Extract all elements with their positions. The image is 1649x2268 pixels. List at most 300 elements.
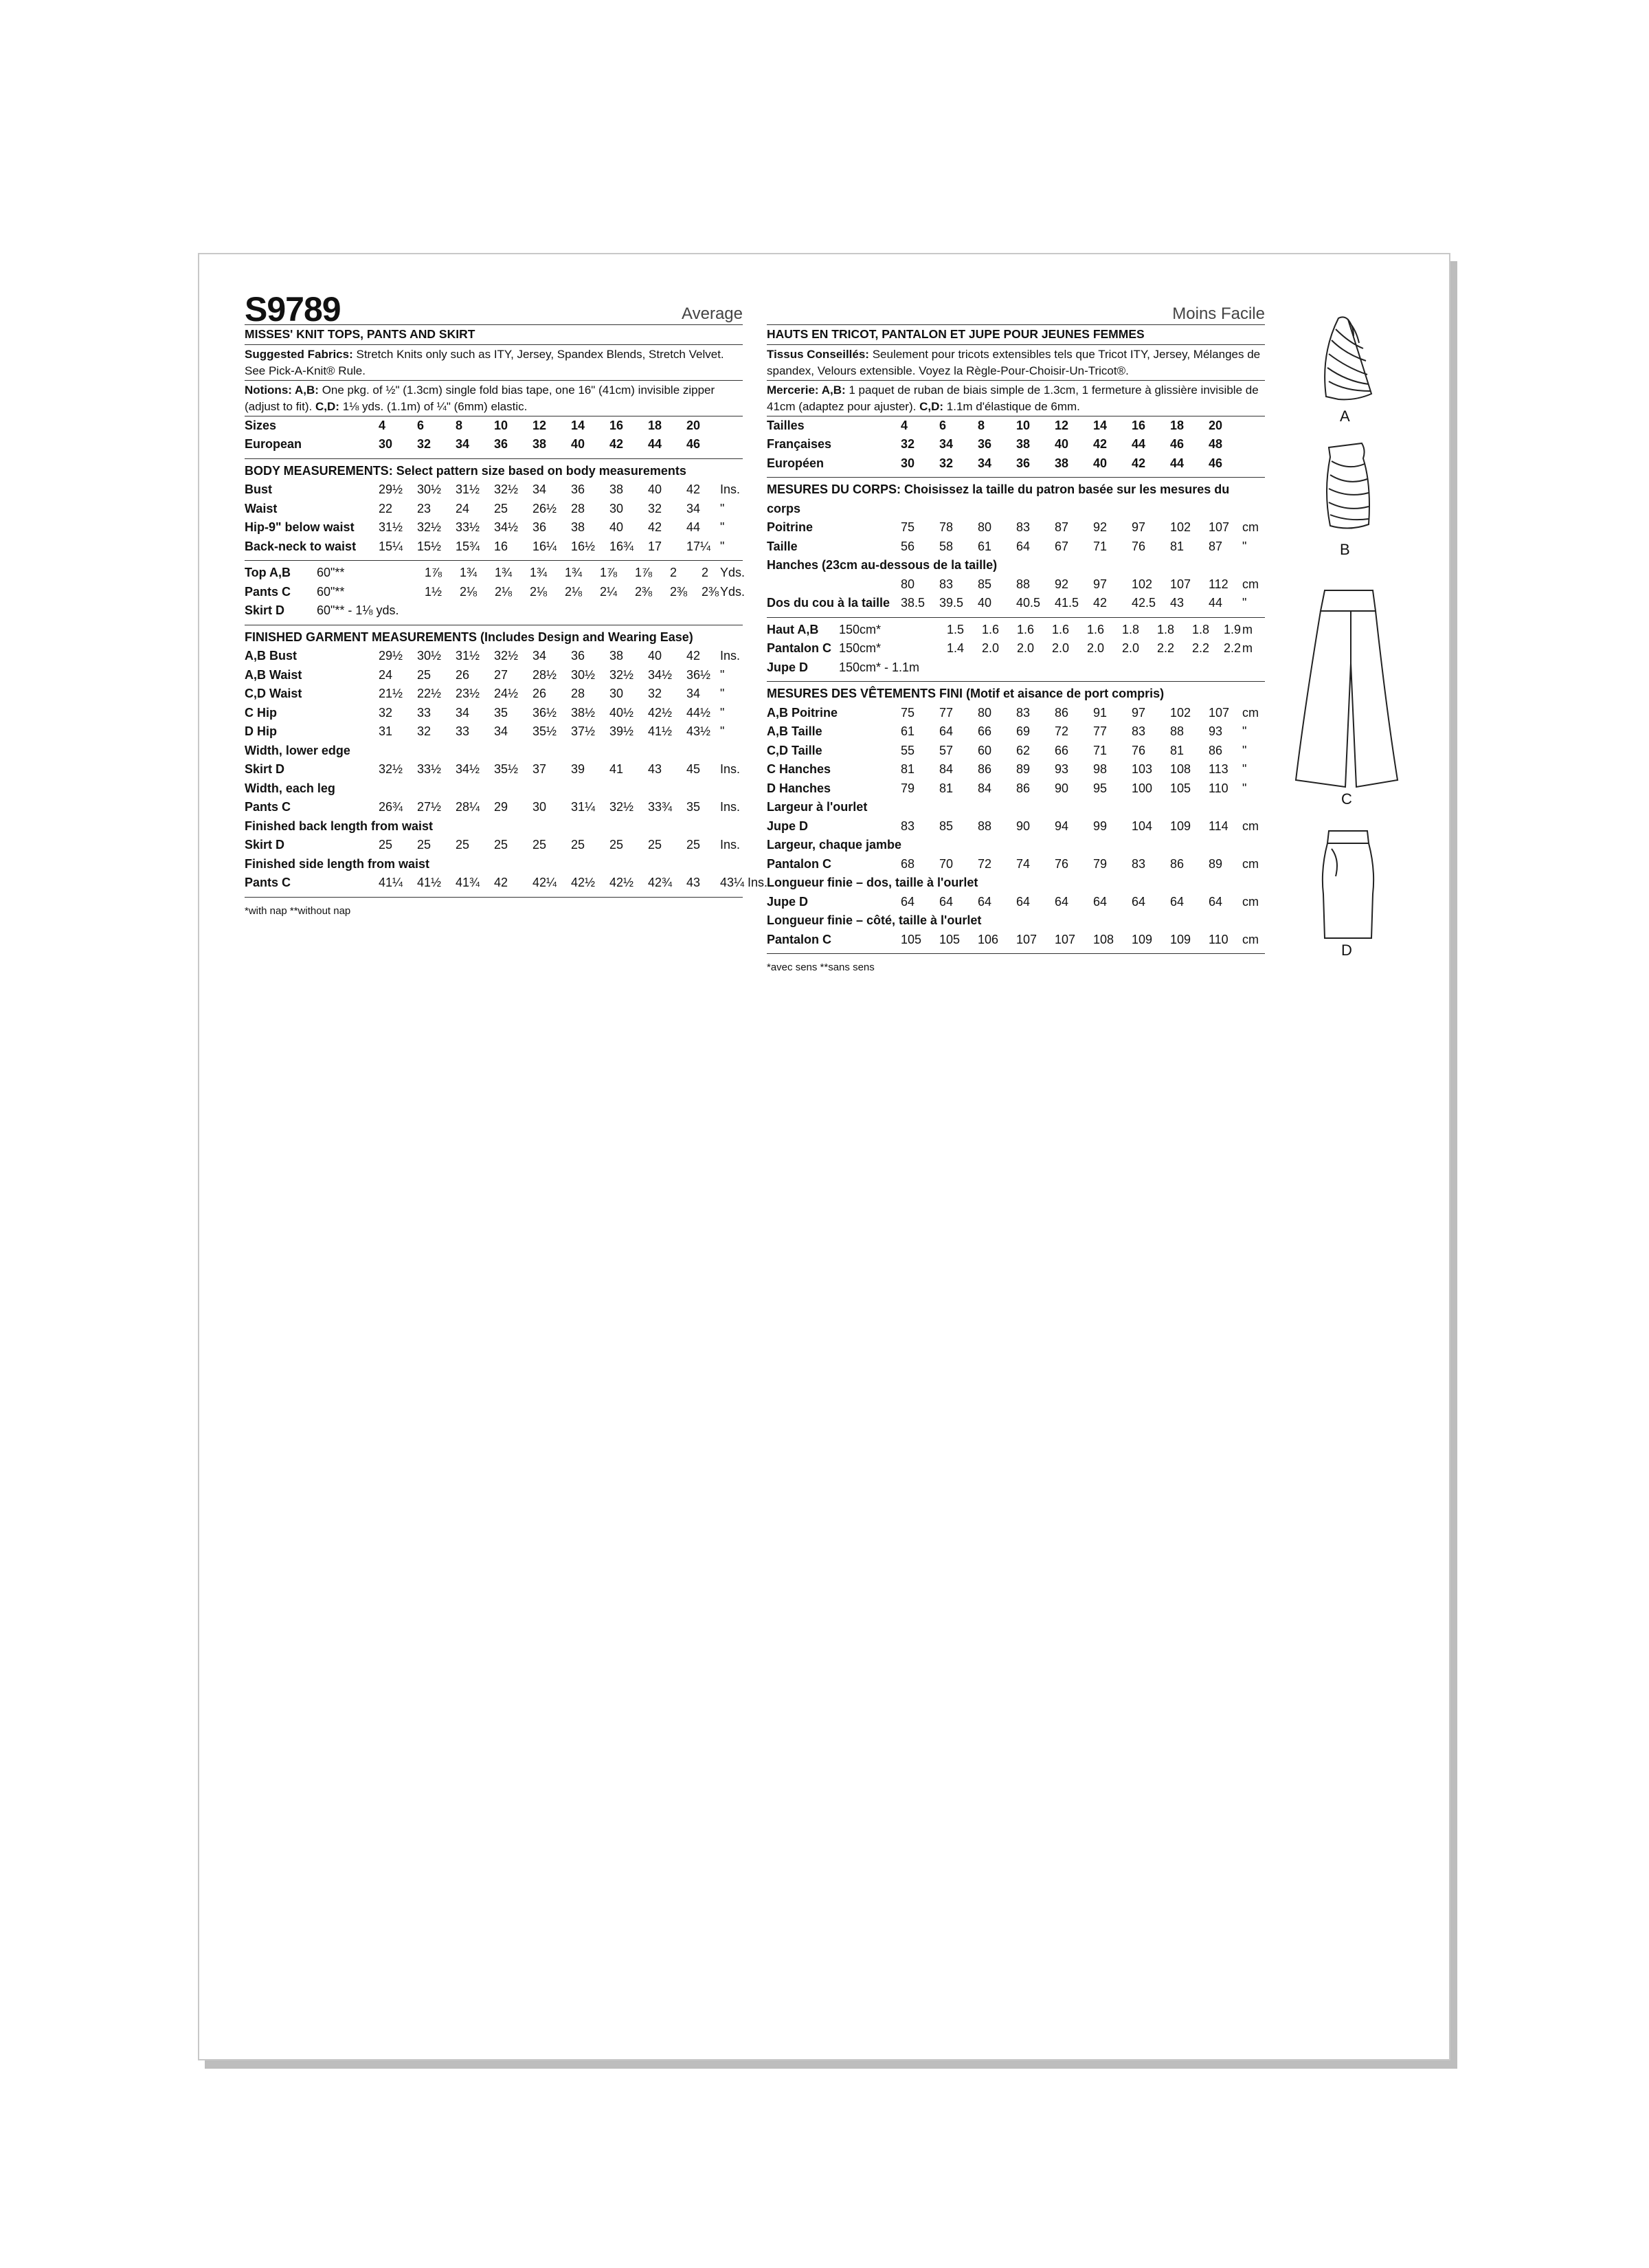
table-cell: 2⅛ bbox=[495, 584, 513, 599]
table-cell: 64 bbox=[939, 724, 954, 738]
table-cell: 39½ bbox=[609, 724, 634, 738]
table-cell: 2.0 bbox=[1122, 641, 1140, 655]
table-row bbox=[245, 855, 743, 874]
table-row bbox=[767, 798, 1265, 817]
table-cell: 2 bbox=[670, 566, 677, 579]
table-cell: 41¾ bbox=[456, 876, 480, 889]
table-cell: 38½ bbox=[571, 705, 596, 720]
table-cell: 32 bbox=[417, 724, 431, 738]
fabrics-label-fr: Tissus Conseillés: bbox=[767, 347, 869, 361]
row-label: Hip-9" below waist bbox=[245, 520, 355, 534]
table-cell: 34½ bbox=[494, 520, 519, 534]
table-cell: 78 bbox=[939, 520, 954, 534]
table-row bbox=[245, 742, 743, 761]
table-row bbox=[767, 836, 1265, 855]
fabric-width: 150cm* bbox=[839, 622, 882, 636]
table-cell: 25 bbox=[571, 838, 585, 852]
table-cell: 34½ bbox=[648, 667, 673, 682]
table-cell: 107 bbox=[1016, 932, 1037, 946]
footnote-fr: *avec sens **sans sens bbox=[767, 961, 875, 973]
table-cell: 34 bbox=[532, 649, 547, 663]
table-cell: 81 bbox=[1170, 743, 1185, 757]
table-row bbox=[767, 416, 1265, 436]
table-cell: 92 bbox=[1093, 520, 1108, 534]
table-cell: 43 bbox=[686, 876, 701, 889]
table-cell: 1¾ bbox=[565, 566, 583, 579]
table-cell: 41 bbox=[609, 762, 624, 776]
table-cell: 105 bbox=[901, 932, 922, 946]
table-cell: 25 bbox=[417, 667, 431, 682]
divider bbox=[767, 473, 1265, 478]
table-row bbox=[245, 518, 743, 537]
table-cell: 41¼ bbox=[379, 876, 403, 889]
table-cell: 40 bbox=[648, 482, 662, 496]
table-cell: 16¼ bbox=[532, 539, 557, 553]
table-cell: 32 bbox=[417, 437, 431, 451]
table-cell: 2⅛ bbox=[460, 584, 478, 599]
table-cell: 86 bbox=[1170, 856, 1185, 871]
table-cell: 80 bbox=[978, 705, 992, 720]
table-row bbox=[245, 583, 743, 602]
table-cell: 76 bbox=[1132, 743, 1146, 757]
table-cell: 114 bbox=[1209, 819, 1229, 833]
table-row bbox=[245, 601, 743, 621]
table-cell: 38 bbox=[609, 482, 624, 496]
difficulty-level: Average bbox=[682, 304, 743, 323]
table-cell: 81 bbox=[1170, 539, 1185, 553]
table-cell: 30½ bbox=[417, 482, 442, 496]
yardage-table-fr bbox=[767, 621, 1265, 678]
table-cell: 89 bbox=[1209, 856, 1223, 871]
french-column bbox=[767, 294, 1265, 977]
table-cell: 62 bbox=[1016, 743, 1031, 757]
table-cell: 2.2 bbox=[1224, 641, 1242, 655]
table-cell: 42¼ bbox=[532, 876, 557, 889]
table-row bbox=[245, 537, 743, 557]
table-cell: 46 bbox=[686, 437, 701, 451]
table-cell: 42.5 bbox=[1132, 596, 1156, 610]
table-cell: 35½ bbox=[532, 724, 557, 738]
table-cell: 75 bbox=[901, 520, 915, 534]
table-cell: 36 bbox=[494, 437, 508, 451]
table-cell: 109 bbox=[1170, 932, 1191, 946]
row-label: C,D Waist bbox=[245, 687, 302, 700]
table-cell: 6 bbox=[939, 418, 947, 432]
table-cell: 16½ bbox=[571, 539, 596, 553]
table-cell: 38 bbox=[1055, 456, 1069, 470]
row-label: Pants C bbox=[245, 800, 291, 814]
table-cell: 84 bbox=[939, 762, 954, 776]
unit-label: " bbox=[1242, 596, 1247, 610]
row-label: Pants C bbox=[245, 584, 291, 599]
table-cell: 83 bbox=[939, 577, 954, 591]
notions-label-cd: C,D: bbox=[315, 399, 339, 413]
table-cell: 30 bbox=[532, 800, 547, 814]
divider bbox=[245, 621, 743, 625]
row-label: Jupe D bbox=[767, 894, 809, 909]
table-row bbox=[767, 722, 1265, 742]
table-cell: 105 bbox=[1170, 781, 1191, 795]
row-label: Tailles bbox=[767, 418, 805, 432]
row-label: Bust bbox=[245, 482, 272, 496]
table-cell: 28 bbox=[571, 687, 585, 700]
table-cell: 42 bbox=[1093, 437, 1108, 451]
table-cell: 12 bbox=[532, 418, 547, 432]
body-title: BODY MEASUREMENTS: bbox=[245, 463, 393, 478]
row-label: Finished back length from waist bbox=[245, 819, 434, 833]
table-cell: 87 bbox=[1055, 520, 1069, 534]
table-cell: 30½ bbox=[571, 667, 596, 682]
english-header bbox=[245, 290, 743, 329]
table-cell: 34 bbox=[686, 687, 701, 700]
table-cell: 38 bbox=[532, 437, 547, 451]
row-label: Largeur, chaque jambe bbox=[767, 838, 902, 852]
table-cell: 90 bbox=[1016, 819, 1031, 833]
figure-letter-b: B bbox=[1340, 541, 1350, 558]
table-cell: 76 bbox=[1132, 539, 1146, 553]
table-cell: 97 bbox=[1093, 577, 1108, 591]
table-cell: 64 bbox=[1055, 894, 1069, 909]
unit-label: Yds. bbox=[720, 584, 745, 599]
unit-label: " bbox=[720, 687, 725, 700]
sizes-table bbox=[245, 416, 743, 454]
row-label: Taille bbox=[767, 539, 798, 553]
row-label: Width, each leg bbox=[245, 781, 335, 795]
divider bbox=[245, 893, 743, 898]
row-label: C Hanches bbox=[767, 762, 831, 776]
table-cell: 83 bbox=[901, 819, 915, 833]
table-cell: 2⅜ bbox=[670, 584, 688, 599]
table-cell: 103 bbox=[1132, 762, 1153, 776]
table-cell: 2.2 bbox=[1192, 641, 1210, 655]
table-cell: 75 bbox=[901, 705, 915, 720]
notions-fr bbox=[767, 381, 1265, 416]
table-cell: 24 bbox=[379, 667, 393, 682]
table-cell: 79 bbox=[901, 781, 915, 795]
table-row bbox=[245, 874, 768, 893]
table-row bbox=[245, 564, 743, 583]
table-cell: 1.4 bbox=[947, 641, 965, 655]
table-cell: 71 bbox=[1093, 743, 1108, 757]
sizes-table-fr bbox=[767, 416, 1265, 474]
table-cell: 88 bbox=[978, 819, 992, 833]
row-label: Pantalon C bbox=[767, 856, 832, 871]
row-label: Waist bbox=[245, 501, 278, 515]
table-cell: 30 bbox=[901, 456, 915, 470]
fabric-width: 60"** bbox=[317, 566, 345, 579]
row-label: Top A,B bbox=[245, 566, 291, 579]
table-cell: 45 bbox=[686, 762, 701, 776]
table-cell: 113 bbox=[1209, 762, 1229, 776]
table-cell: 25 bbox=[532, 838, 547, 852]
table-cell: 25 bbox=[686, 838, 701, 852]
table-row bbox=[767, 575, 1265, 594]
row-label: Back-neck to waist bbox=[245, 539, 357, 553]
table-cell: 39.5 bbox=[939, 596, 964, 610]
table-cell: 1¾ bbox=[460, 566, 478, 579]
table-cell: 28¼ bbox=[456, 800, 480, 814]
finished-measurements-table bbox=[245, 647, 768, 893]
finished-measurements-table-fr bbox=[767, 704, 1265, 950]
table-cell: 108 bbox=[1170, 762, 1191, 776]
table-cell: 37 bbox=[532, 762, 547, 776]
table-cell: 64 bbox=[1132, 894, 1146, 909]
table-row bbox=[767, 454, 1265, 474]
finished-measurements-title: FINISHED GARMENT MEASUREMENTS (Includes Design and Wearing Ease) bbox=[245, 630, 693, 644]
table-cell: 107 bbox=[1209, 705, 1230, 720]
divider bbox=[767, 949, 1265, 954]
table-cell: 88 bbox=[1170, 724, 1185, 738]
unit-label: 43¼ Ins. bbox=[720, 876, 768, 889]
unit-label: " bbox=[720, 705, 725, 720]
table-cell: 30 bbox=[609, 501, 624, 515]
table-cell: 64 bbox=[939, 894, 954, 909]
table-cell: 32 bbox=[379, 705, 393, 720]
table-cell: 1⅞ bbox=[425, 566, 442, 579]
table-row bbox=[245, 722, 743, 742]
table-cell: 42 bbox=[686, 482, 701, 496]
table-row bbox=[767, 817, 1265, 836]
table-cell: 25 bbox=[417, 838, 431, 852]
table-cell: 10 bbox=[494, 418, 508, 432]
table-cell: 32½ bbox=[494, 482, 519, 496]
table-cell: 83 bbox=[1016, 705, 1031, 720]
fabrics-text: Stretch Knits only such as ITY, Jersey, Spandex Blends, Stretch Velvet. See Pick-A-Knit® Rule. bbox=[245, 347, 724, 377]
footnote: *with nap **without nap bbox=[245, 904, 351, 917]
unit-label: Ins. bbox=[720, 482, 741, 496]
pattern-envelope-back bbox=[198, 253, 1450, 2060]
figure-letter-a: A bbox=[1340, 408, 1350, 425]
table-cell: 27½ bbox=[417, 800, 442, 814]
row-label: Dos du cou à la taille bbox=[767, 596, 890, 610]
table-cell: 1.9 bbox=[1224, 622, 1242, 636]
table-cell: 21½ bbox=[379, 687, 403, 700]
row-label: A,B Bust bbox=[245, 649, 297, 663]
table-cell: 102 bbox=[1170, 520, 1191, 534]
table-cell: 41.5 bbox=[1055, 596, 1079, 610]
row-label: A,B Waist bbox=[245, 667, 302, 682]
table-cell: 64 bbox=[1170, 894, 1185, 909]
row-label: Skirt D bbox=[245, 762, 285, 776]
table-cell: 41½ bbox=[417, 876, 442, 889]
table-cell: 66 bbox=[1055, 743, 1069, 757]
table-cell: 33 bbox=[456, 724, 470, 738]
table-cell: 87 bbox=[1209, 539, 1223, 553]
table-cell: 32½ bbox=[609, 800, 634, 814]
table-cell: 107 bbox=[1170, 577, 1191, 591]
table-cell: 6 bbox=[417, 418, 425, 432]
table-cell: 29½ bbox=[379, 482, 403, 496]
table-cell: 29 bbox=[494, 800, 508, 814]
notions-label-fr: Mercerie: A,B: bbox=[767, 383, 846, 397]
row-label: Longueur finie – côté, taille à l'ourlet bbox=[767, 913, 982, 927]
table-cell: 83 bbox=[1132, 724, 1146, 738]
row-label: C,D Taille bbox=[767, 743, 822, 757]
table-cell: 64 bbox=[1209, 894, 1223, 909]
table-cell: 16 bbox=[609, 418, 624, 432]
table-cell: 27 bbox=[494, 667, 508, 682]
table-cell: 33 bbox=[417, 705, 431, 720]
table-cell: 2.0 bbox=[982, 641, 1000, 655]
table-cell: 90 bbox=[1055, 781, 1069, 795]
table-cell: 85 bbox=[978, 577, 992, 591]
unit-label: cm bbox=[1242, 932, 1259, 946]
table-cell: 42½ bbox=[571, 876, 596, 889]
unit-label: " bbox=[720, 520, 725, 534]
table-row bbox=[245, 647, 743, 666]
table-cell: 32 bbox=[648, 687, 662, 700]
table-cell: 42¾ bbox=[648, 876, 673, 889]
table-row bbox=[245, 416, 743, 436]
notions-text-cd-fr: 1.1m d'élastique de 6mm. bbox=[946, 399, 1080, 413]
pattern-title-fr: HAUTS EN TRICOT, PANTALON ET JUPE POUR JEUNES FEMMES bbox=[767, 325, 1265, 345]
divider bbox=[767, 677, 1265, 682]
table-row bbox=[245, 817, 743, 836]
table-cell: 43½ bbox=[686, 724, 711, 738]
table-cell: 36 bbox=[532, 520, 547, 534]
one-shoulder-top-icon bbox=[1325, 317, 1371, 399]
unit-label: cm bbox=[1242, 705, 1259, 720]
table-cell: 26 bbox=[532, 687, 547, 700]
table-cell: 2.2 bbox=[1157, 641, 1175, 655]
table-cell: 17¼ bbox=[686, 539, 711, 553]
table-cell: 44 bbox=[686, 520, 701, 534]
table-cell: 1.5 bbox=[947, 622, 965, 636]
table-cell: 40 bbox=[648, 649, 662, 663]
table-cell: 94 bbox=[1055, 819, 1069, 833]
notions-text: One pkg. of ½" (1.3cm) single fold bias tape, one 16" (41cm) invisible zipper (adjust to fit). bbox=[245, 383, 715, 413]
table-cell: 64 bbox=[901, 894, 915, 909]
table-cell: 42½ bbox=[648, 705, 673, 720]
table-cell: 88 bbox=[1016, 577, 1031, 591]
table-cell: 86 bbox=[1055, 705, 1069, 720]
finished-measurements-title-fr: MESURES DES VÊTEMENTS FINI (Motif et aisance de port compris) bbox=[767, 687, 1165, 700]
unit-label: " bbox=[1242, 762, 1247, 776]
notions-text-cd: 1⅛ yds. (1.1m) of ¼" (6mm) elastic. bbox=[342, 399, 528, 413]
table-cell: 1.6 bbox=[1017, 622, 1035, 636]
table-row bbox=[767, 893, 1265, 912]
table-cell: 42 bbox=[609, 437, 624, 451]
table-row bbox=[245, 779, 743, 799]
notions bbox=[245, 381, 743, 416]
table-row bbox=[245, 666, 743, 685]
table-cell: 36½ bbox=[532, 705, 557, 720]
table-cell: 38 bbox=[571, 520, 585, 534]
notions-label-cd-fr: C,D: bbox=[919, 399, 944, 413]
table-cell: 34 bbox=[456, 437, 470, 451]
difficulty-level-fr: Moins Facile bbox=[1172, 304, 1265, 323]
table-cell: 24 bbox=[456, 501, 470, 515]
table-cell: 92 bbox=[1055, 577, 1069, 591]
table-cell: 14 bbox=[1093, 418, 1108, 432]
body-measurements-table-fr bbox=[767, 518, 1265, 613]
unit-label: Ins. bbox=[720, 838, 741, 852]
table-cell: 30 bbox=[379, 437, 393, 451]
table-cell: 1¾ bbox=[495, 566, 513, 579]
table-row bbox=[767, 931, 1265, 950]
table-cell: 80 bbox=[978, 520, 992, 534]
suggested-fabrics-fr bbox=[767, 345, 1265, 381]
table-cell: 97 bbox=[1132, 520, 1146, 534]
table-cell: 15¾ bbox=[456, 539, 480, 553]
table-cell: 86 bbox=[1016, 781, 1031, 795]
table-cell: 42 bbox=[494, 876, 508, 889]
table-cell: 2 bbox=[702, 566, 709, 579]
table-cell: 84 bbox=[978, 781, 992, 795]
table-cell: 28 bbox=[571, 501, 585, 515]
table-cell: 26 bbox=[456, 667, 470, 682]
table-cell: 4 bbox=[379, 418, 386, 432]
table-row bbox=[767, 435, 1265, 454]
table-cell: 32½ bbox=[417, 520, 442, 534]
row-label: Hanches (23cm au-dessous de la taille) bbox=[767, 558, 998, 572]
table-cell: 43 bbox=[648, 762, 662, 776]
unit-label: " bbox=[1242, 724, 1247, 738]
table-cell: 31½ bbox=[456, 482, 480, 496]
table-cell: 76 bbox=[1055, 856, 1069, 871]
unit-label: Ins. bbox=[720, 649, 741, 663]
table-cell: 95 bbox=[1093, 781, 1108, 795]
table-row bbox=[767, 742, 1265, 761]
row-label: A,B Taille bbox=[767, 724, 822, 738]
table-cell: 32 bbox=[648, 501, 662, 515]
body-measurements-title bbox=[245, 462, 743, 481]
table-cell: 86 bbox=[978, 762, 992, 776]
table-cell: 34 bbox=[686, 501, 701, 515]
table-cell: 42 bbox=[686, 649, 701, 663]
table-cell: 72 bbox=[978, 856, 992, 871]
table-cell: 8 bbox=[456, 418, 463, 432]
unit-label: cm bbox=[1242, 819, 1259, 833]
table-cell: 34 bbox=[456, 705, 470, 720]
table-cell: 25 bbox=[494, 501, 508, 515]
table-cell: 44½ bbox=[686, 705, 711, 720]
unit-label: Ins. bbox=[720, 762, 741, 776]
table-row bbox=[767, 855, 1265, 874]
table-cell: 23½ bbox=[456, 687, 480, 700]
table-cell: 4 bbox=[901, 418, 908, 432]
table-cell: 1½ bbox=[425, 584, 442, 599]
table-cell: 46 bbox=[1209, 456, 1223, 470]
table-cell: 8 bbox=[978, 418, 985, 432]
unit-label: " bbox=[720, 501, 725, 515]
row-label: Pants C bbox=[245, 876, 291, 889]
table-cell: 61 bbox=[901, 724, 915, 738]
table-cell: 2⅛ bbox=[530, 584, 548, 599]
table-cell: 35 bbox=[686, 800, 701, 814]
fabrics-text-fr: Seulement pour tricots extensibles tels que Tricot ITY, Jersey, Mélanges de spandex, Velours extensible. Voyez la Règle-Pour-Choisir-Un-Tricot®. bbox=[767, 347, 1261, 377]
table-cell: 25 bbox=[609, 838, 624, 852]
fabric-width: 60"** - 1⅛ yds. bbox=[317, 603, 399, 617]
table-cell: 33¾ bbox=[648, 800, 673, 814]
table-cell: 42 bbox=[1132, 456, 1146, 470]
table-cell: 99 bbox=[1093, 819, 1108, 833]
table-cell: 1⅞ bbox=[635, 566, 653, 579]
suggested-fabrics bbox=[245, 345, 743, 381]
table-cell: 28½ bbox=[532, 667, 557, 682]
notions-label: Notions: A,B: bbox=[245, 383, 319, 397]
table-cell: 30½ bbox=[417, 649, 442, 663]
table-cell: 60 bbox=[978, 743, 992, 757]
row-label: D Hip bbox=[245, 724, 277, 738]
row-label: Finished side length from waist bbox=[245, 856, 430, 871]
table-row bbox=[767, 537, 1265, 557]
table-cell: 41½ bbox=[648, 724, 673, 738]
table-cell: 31½ bbox=[379, 520, 403, 534]
table-cell: 64 bbox=[1016, 539, 1031, 553]
pattern-title: MISSES' KNIT TOPS, PANTS AND SKIRT bbox=[245, 325, 743, 345]
table-row bbox=[767, 911, 1265, 931]
